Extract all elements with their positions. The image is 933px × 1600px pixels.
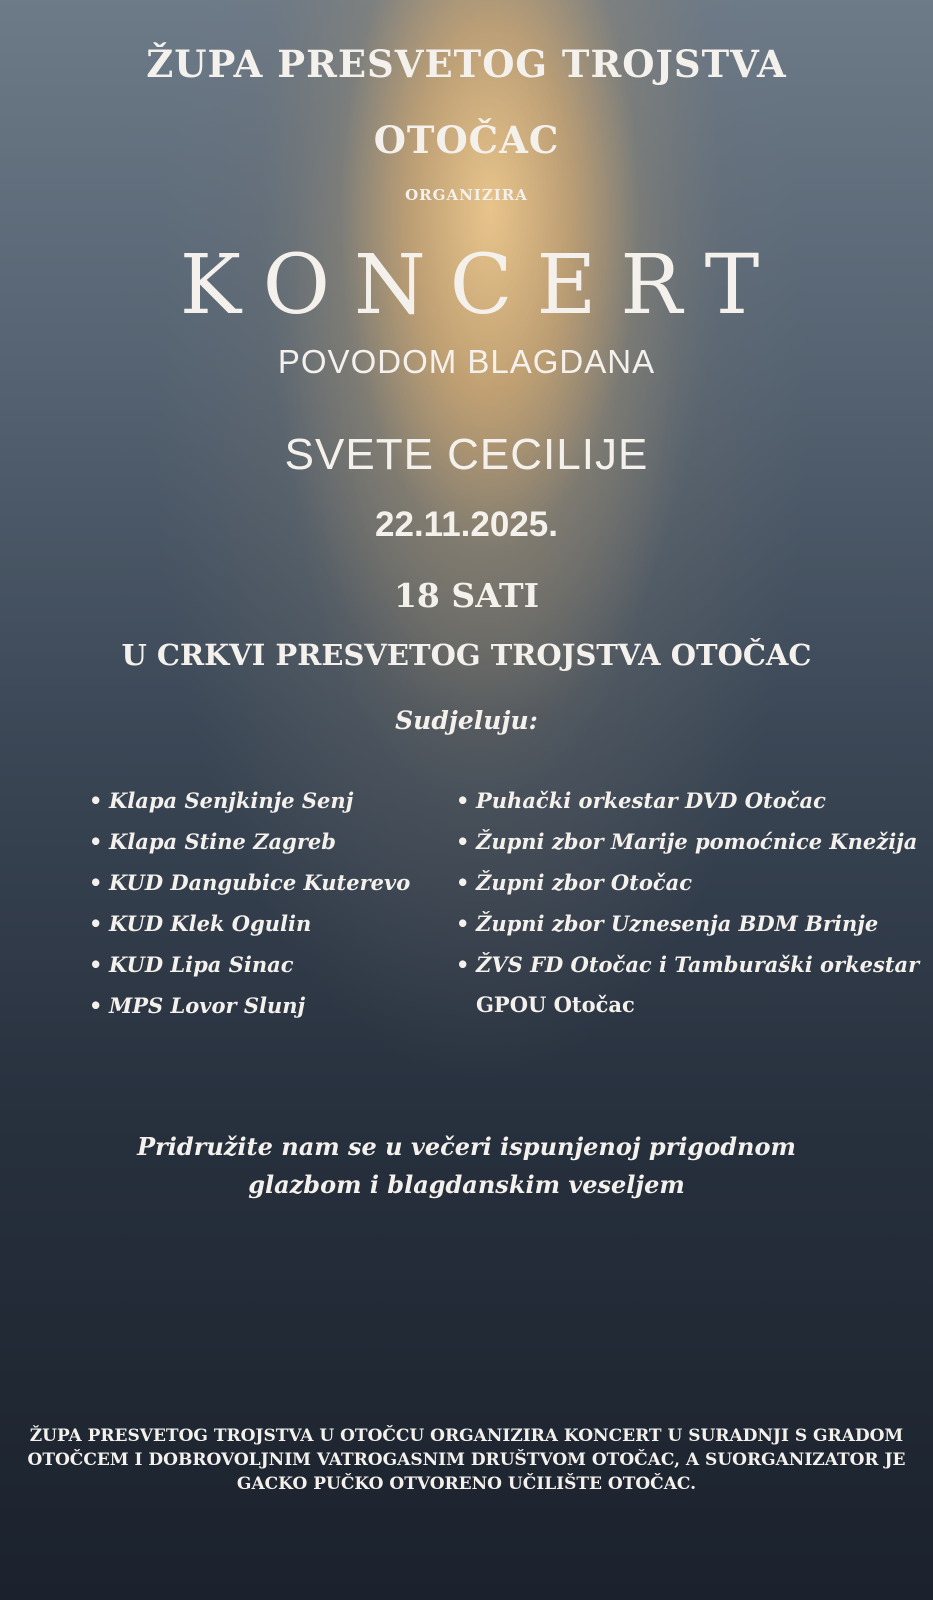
- organizes-label: ORGANIZIRA: [405, 186, 528, 204]
- event-date: 22.11.2025.: [375, 505, 558, 544]
- list-item: • MPS Lovor Slunj: [87, 985, 410, 1026]
- list-item-continuation: GPOU Otočac: [476, 992, 635, 1017]
- organizer-note-line-1: ŽUPA PRESVETOG TROJSTVA U OTOČCU ORGANIZIRA KONCERT U SURADNJI S GRADOM: [29, 1426, 904, 1446]
- parish-name: ŽUPA PRESVETOG TROJSTVA: [146, 42, 787, 86]
- list-item: • Klapa Stine Zagreb: [87, 821, 410, 862]
- list-item: • Puhački orkestar DVD Otočac: [454, 780, 919, 821]
- organizer-note-line-2: OTOČCEM I DOBROVOLJNIM VATROGASNIM DRUŠTVOM OTOČAC, A SUORGANIZATOR JE: [27, 1450, 906, 1470]
- participants-list-left: [87, 780, 410, 1026]
- list-item: • ŽVS FD Otočac i Tamburaški orkestar: [454, 944, 919, 985]
- list-item: • Župni zbor Uznesenja BDM Brinje: [454, 903, 919, 944]
- organizer-note: [20, 1424, 913, 1496]
- occasion-line-1: POVODOM BLAGDANA: [277, 343, 656, 380]
- parish-town: OTOČAC: [373, 118, 560, 162]
- participants-heading: Sudjeluju:: [395, 706, 538, 735]
- list-item: • KUD Dangubice Kuterevo: [87, 862, 410, 903]
- event-time: 18 SATI: [393, 576, 540, 615]
- occasion-line-2: SVETE CECILIJE: [284, 430, 649, 479]
- event-venue: U CRKVI PRESVETOG TROJSTVA OTOČAC: [121, 638, 812, 672]
- organizer-note-line-3: GACKO PUČKO OTVORENO UČILIŠTE OTOČAC.: [236, 1474, 697, 1494]
- invitation-line-1: Pridružite nam se u večeri ispunjenoj prigodnom: [137, 1132, 796, 1161]
- list-item: • Župni zbor Otočac: [454, 862, 919, 903]
- list-item: • KUD Lipa Sinac: [87, 944, 410, 985]
- invitation-text: [0, 1128, 933, 1204]
- participants-list-right: [454, 780, 919, 985]
- list-item: • Župni zbor Marije pomoćnice Knežija: [454, 821, 919, 862]
- concert-title: KONCERT: [179, 238, 784, 333]
- list-item: • KUD Klek Ogulin: [87, 903, 410, 944]
- invitation-line-2: glazbom i blagdanskim veseljem: [248, 1170, 685, 1199]
- list-item: • Klapa Senjkinje Senj: [87, 780, 410, 821]
